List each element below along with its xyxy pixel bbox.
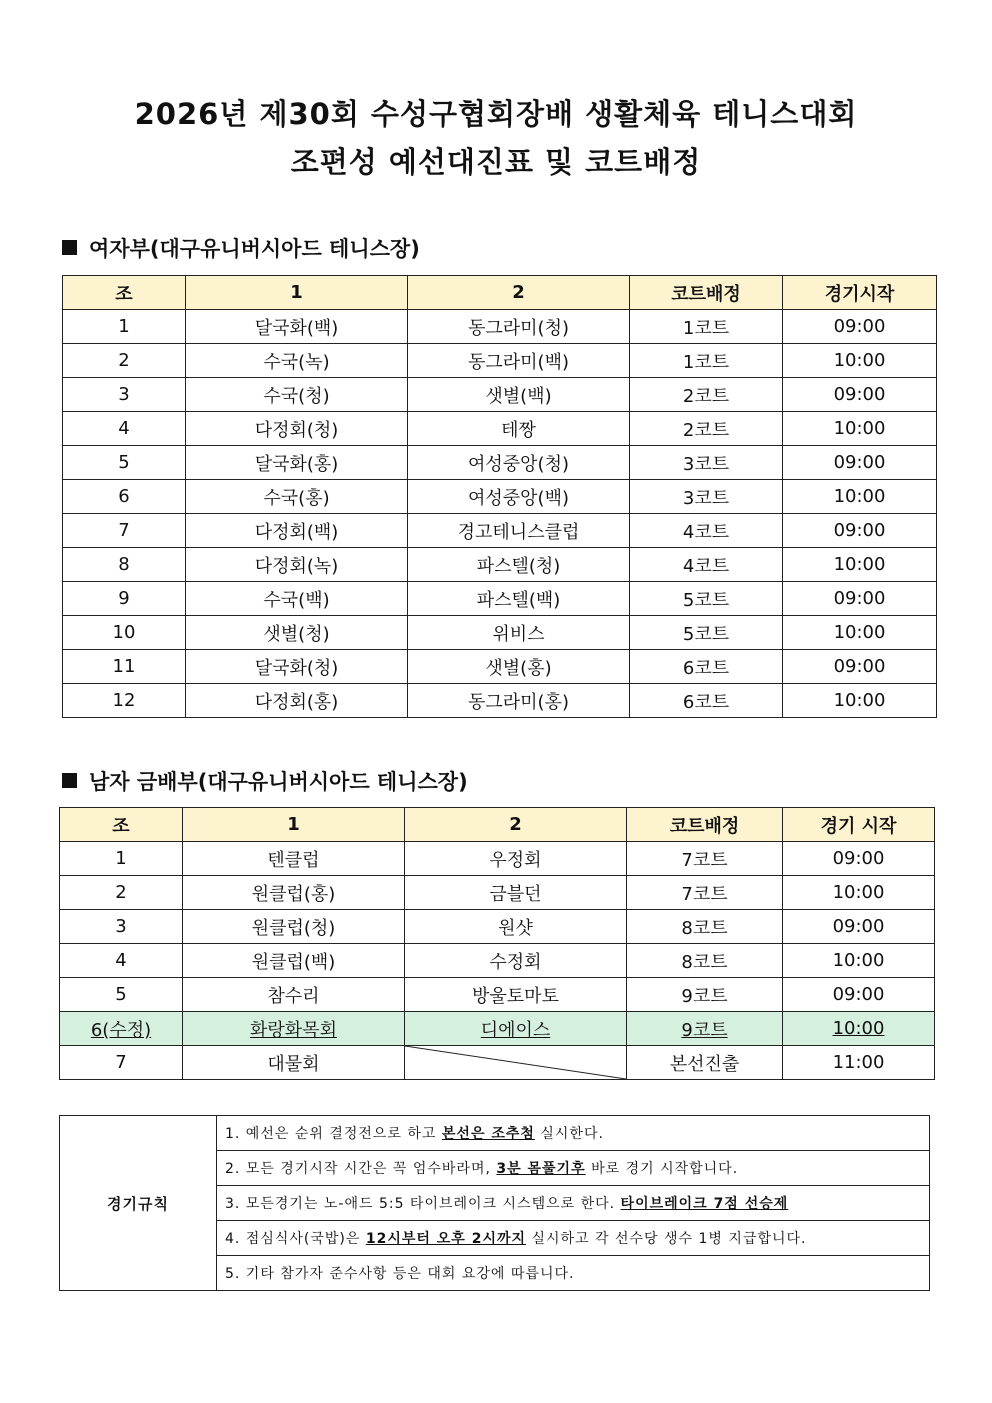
table-row — [60, 876, 935, 910]
group-cell — [63, 650, 186, 684]
team2-cell — [408, 616, 630, 650]
cell-text: 6(수정) — [90, 1019, 152, 1041]
group-cell — [63, 378, 186, 412]
cell-text: 경고테니스클럽 — [457, 521, 580, 543]
cell-text: 6코트 — [682, 657, 730, 679]
cell-text: 파스텔(백) — [476, 589, 561, 611]
team2-cell — [405, 842, 627, 876]
court-cell — [630, 310, 783, 344]
cell-text: 샛별(홍) — [485, 657, 552, 679]
cell-text: 원샷 — [498, 917, 533, 939]
cell-text: 11:00 — [832, 1052, 885, 1073]
cell-text: 동그라미(홍) — [468, 691, 569, 713]
cell-text: 10:00 — [833, 350, 886, 371]
court-cell — [630, 344, 783, 378]
column-header: 코트배정 — [630, 276, 783, 310]
cell-text: 달국화(홍) — [254, 453, 339, 475]
team1-cell — [183, 978, 405, 1012]
group-cell — [60, 978, 183, 1012]
cell-text: 3 — [115, 916, 127, 937]
cell-text: 동그라미(백) — [468, 351, 569, 373]
start-time-cell — [783, 684, 937, 718]
court-cell — [630, 378, 783, 412]
cell-text: 5코트 — [682, 589, 730, 611]
team1-cell — [183, 1012, 405, 1046]
team2-cell — [405, 1012, 627, 1046]
diagonal-line — [405, 1046, 626, 1079]
table-row — [63, 616, 937, 650]
empty-diagonal-cell — [405, 1046, 627, 1080]
square-bullet-icon — [62, 240, 77, 255]
table-row — [63, 310, 937, 344]
team2-cell — [408, 344, 630, 378]
column-header: 조 — [63, 276, 186, 310]
cell-text: 다정회(녹) — [254, 555, 339, 577]
team2-cell — [405, 944, 627, 978]
square-bullet-icon — [62, 773, 77, 788]
column-header: 2 — [405, 808, 627, 842]
group-cell — [60, 842, 183, 876]
start-time-cell — [783, 616, 937, 650]
cell-text: 수국(홍) — [263, 487, 330, 509]
court-cell — [630, 616, 783, 650]
cell-text: 다정회(홍) — [254, 691, 339, 713]
team2-cell — [408, 514, 630, 548]
women-heading-text: 여자부(대구유니버시아드 테니스장) — [89, 237, 420, 261]
start-time-cell — [783, 1046, 935, 1080]
table-row — [63, 514, 937, 548]
cell-text: 대물회 — [267, 1053, 320, 1075]
table-row — [63, 548, 937, 582]
court-cell — [627, 1012, 783, 1046]
rule-emphasis: 타이브레이크 7점 선승제 — [620, 1196, 789, 1212]
table-row — [60, 978, 935, 1012]
cell-text: 09:00 — [833, 656, 886, 677]
start-time-cell — [783, 944, 935, 978]
cell-text: 1코트 — [682, 351, 730, 373]
cell-text: 원클럽(홍) — [251, 883, 336, 905]
cell-text: 5코트 — [682, 623, 730, 645]
group-cell — [63, 480, 186, 514]
court-cell — [627, 842, 783, 876]
cell-text: 다정회(백) — [254, 521, 339, 543]
group-cell — [63, 310, 186, 344]
team1-cell — [186, 548, 408, 582]
team1-cell — [186, 344, 408, 378]
cell-text: 10:00 — [832, 950, 885, 971]
rule-row — [60, 1116, 930, 1151]
cell-text: 2 — [118, 350, 130, 371]
cell-text: 참수리 — [267, 985, 320, 1007]
start-time-cell — [783, 548, 937, 582]
cell-text: 수정회 — [489, 951, 542, 973]
cell-text: 수국(청) — [263, 385, 330, 407]
start-time-cell — [783, 310, 937, 344]
group-cell — [60, 1046, 183, 1080]
start-time-cell — [783, 344, 937, 378]
team1-cell — [186, 412, 408, 446]
table-row — [60, 910, 935, 944]
rule-text: 4. 점심식사(국밥)은 12시부터 오후 2시까지 실시하고 각 선수당 생수 1병 지급합니다. — [217, 1221, 930, 1256]
court-cell — [630, 650, 783, 684]
women-header-row — [63, 276, 937, 310]
men-section-heading — [62, 766, 468, 796]
cell-text: 5 — [118, 452, 130, 473]
cell-text: 12 — [112, 690, 136, 711]
cell-text: 09:00 — [833, 588, 886, 609]
start-time-cell — [783, 876, 935, 910]
cell-text: 샛별(백) — [485, 385, 552, 407]
cell-text: 금블던 — [489, 883, 542, 905]
cell-text: 09:00 — [833, 316, 886, 337]
group-cell — [63, 582, 186, 616]
cell-text: 본선진출 — [669, 1053, 740, 1075]
table-row — [63, 650, 937, 684]
cell-text: 원클럽(청) — [251, 917, 336, 939]
team2-cell — [408, 650, 630, 684]
cell-text: 09:00 — [833, 452, 886, 473]
team1-cell — [186, 514, 408, 548]
team2-cell — [405, 910, 627, 944]
cell-text: 9코트 — [681, 1019, 728, 1041]
cell-text: 다정회(청) — [254, 419, 339, 441]
rules-label: 경기규칙 — [60, 1116, 217, 1291]
cell-text: 방울토마토 — [472, 985, 559, 1007]
court-cell — [630, 548, 783, 582]
table-row — [60, 842, 935, 876]
cell-text: 7코트 — [681, 883, 728, 905]
cell-text: 9 — [118, 588, 130, 609]
group-cell — [63, 684, 186, 718]
team1-cell — [183, 910, 405, 944]
start-time-cell — [783, 650, 937, 684]
men-heading-text: 남자 금배부(대구유니버시아드 테니스장) — [89, 770, 468, 794]
cell-text: 10:00 — [833, 554, 886, 575]
cell-text: 3코트 — [682, 487, 730, 509]
column-header: 경기 시작 — [783, 808, 935, 842]
rule-emphasis: 본선은 조추첨 — [441, 1126, 535, 1142]
rule-text: 1. 예선은 순위 결정전으로 하고 본선은 조추첨 실시한다. — [217, 1116, 930, 1151]
team1-cell — [186, 684, 408, 718]
men-schedule-table — [59, 807, 935, 1080]
court-cell — [627, 876, 783, 910]
rule-text: 5. 기타 참가자 준수사항 등은 대회 요강에 따릅니다. — [217, 1256, 930, 1291]
page-title: 2026년 제30회 수성구협회장배 생활체육 테니스대회 — [134, 97, 858, 131]
cell-text: 수국(백) — [263, 589, 330, 611]
cell-text: 1 — [118, 316, 130, 337]
team2-cell — [408, 446, 630, 480]
table-row — [63, 582, 937, 616]
cell-text: 09:00 — [833, 520, 886, 541]
court-cell — [630, 582, 783, 616]
cell-text: 09:00 — [832, 984, 885, 1005]
court-cell — [627, 944, 783, 978]
team2-cell — [405, 978, 627, 1012]
court-cell — [630, 412, 783, 446]
column-header: 경기시작 — [783, 276, 937, 310]
cell-text: 7 — [118, 520, 130, 541]
cell-text: 샛별(청) — [263, 623, 330, 645]
team2-cell — [408, 548, 630, 582]
cell-text: 4코트 — [682, 555, 730, 577]
table-row — [63, 480, 937, 514]
group-cell — [60, 910, 183, 944]
table-row — [63, 446, 937, 480]
cell-text: 7 — [115, 1052, 127, 1073]
cell-text: 10:00 — [833, 622, 886, 643]
page-subtitle: 조편성 예선대진표 및 코트배정 — [290, 145, 702, 179]
cell-text: 디에이스 — [480, 1019, 551, 1041]
team2-cell — [408, 582, 630, 616]
cell-text: 1코트 — [682, 317, 730, 339]
cell-text: 1 — [115, 848, 127, 869]
group-cell — [63, 616, 186, 650]
group-cell — [60, 1012, 183, 1046]
group-cell — [63, 514, 186, 548]
cell-text: 3코트 — [682, 453, 730, 475]
rule-emphasis: 12시부터 오후 2시까지 — [365, 1231, 527, 1247]
start-time-cell — [783, 480, 937, 514]
court-cell — [627, 978, 783, 1012]
table-row — [63, 412, 937, 446]
start-time-cell — [783, 514, 937, 548]
start-time-cell — [783, 910, 935, 944]
men-header-row — [60, 808, 935, 842]
table-row — [63, 344, 937, 378]
cell-text: 화랑화목회 — [250, 1019, 337, 1041]
cell-text: 4코트 — [682, 521, 730, 543]
cell-text: 9코트 — [681, 985, 728, 1007]
start-time-cell — [783, 412, 937, 446]
team1-cell — [186, 582, 408, 616]
team1-cell — [186, 616, 408, 650]
group-cell — [63, 446, 186, 480]
cell-text: 2코트 — [682, 419, 730, 441]
court-cell — [630, 480, 783, 514]
table-row — [60, 1046, 935, 1080]
team2-cell — [408, 480, 630, 514]
group-cell — [63, 344, 186, 378]
start-time-cell — [783, 582, 937, 616]
team1-cell — [183, 1046, 405, 1080]
cell-text: 6코트 — [682, 691, 730, 713]
team1-cell — [186, 310, 408, 344]
group-cell — [60, 944, 183, 978]
table-row — [63, 684, 937, 718]
team1-cell — [183, 944, 405, 978]
start-time-cell — [783, 446, 937, 480]
cell-text: 11 — [112, 656, 136, 677]
cell-text: 텐클럽 — [267, 849, 320, 871]
cell-text: 10:00 — [832, 882, 885, 903]
team1-cell — [186, 480, 408, 514]
start-time-cell — [783, 978, 935, 1012]
cell-text: 09:00 — [832, 916, 885, 937]
column-header: 1 — [183, 808, 405, 842]
cell-text: 여성중앙(청) — [468, 453, 569, 475]
court-cell — [630, 514, 783, 548]
start-time-cell — [783, 378, 937, 412]
table-row — [63, 378, 937, 412]
group-cell — [63, 412, 186, 446]
cell-text: 3 — [118, 384, 130, 405]
women-section-heading — [62, 233, 420, 263]
table-row — [60, 1012, 935, 1046]
court-cell — [630, 446, 783, 480]
cell-text: 10:00 — [833, 690, 886, 711]
team1-cell — [186, 446, 408, 480]
column-header: 1 — [186, 276, 408, 310]
team1-cell — [183, 842, 405, 876]
rule-text: 2. 모든 경기시작 시간은 꼭 엄수바라며, 3분 몸풀기후 바로 경기 시작합니다. — [217, 1151, 930, 1186]
cell-text: 수국(녹) — [263, 351, 330, 373]
court-cell — [627, 1046, 783, 1080]
cell-text: 8 — [118, 554, 130, 575]
cell-text: 여성중앙(백) — [468, 487, 569, 509]
cell-text: 10:00 — [833, 486, 886, 507]
cell-text: 8코트 — [681, 951, 728, 973]
table-row — [60, 944, 935, 978]
cell-text: 테짱 — [501, 419, 536, 441]
cell-text: 09:00 — [832, 848, 885, 869]
team2-cell — [408, 412, 630, 446]
cell-text: 우정회 — [489, 849, 542, 871]
column-header: 2 — [408, 276, 630, 310]
cell-text: 달국화(백) — [254, 317, 339, 339]
group-cell — [60, 876, 183, 910]
team2-cell — [405, 876, 627, 910]
women-schedule-table — [62, 275, 937, 718]
court-cell — [627, 910, 783, 944]
start-time-cell — [783, 842, 935, 876]
team2-cell — [408, 378, 630, 412]
column-header: 조 — [60, 808, 183, 842]
cell-text: 2코트 — [682, 385, 730, 407]
cell-text: 09:00 — [833, 384, 886, 405]
cell-text: 10:00 — [833, 418, 886, 439]
column-header: 코트배정 — [627, 808, 783, 842]
cell-text: 5 — [115, 984, 127, 1005]
team2-cell — [408, 310, 630, 344]
cell-text: 위비스 — [492, 623, 545, 645]
cell-text: 동그라미(청) — [468, 317, 569, 339]
cell-text: 7코트 — [681, 849, 728, 871]
cell-text: 파스텔(청) — [476, 555, 561, 577]
start-time-cell — [783, 1012, 935, 1046]
court-cell — [630, 684, 783, 718]
cell-text: 6 — [118, 486, 130, 507]
rule-text: 3. 모든경기는 노-애드 5:5 타이브레이크 시스템으로 한다. 타이브레이크 7점 선승제 — [217, 1186, 930, 1221]
team1-cell — [186, 378, 408, 412]
cell-text: 10 — [112, 622, 136, 643]
cell-text: 원클럽(백) — [251, 951, 336, 973]
team2-cell — [408, 684, 630, 718]
cell-text: 10:00 — [832, 1018, 885, 1039]
cell-text: 8코트 — [681, 917, 728, 939]
rule-emphasis: 3분 몸풀기후 — [496, 1161, 586, 1177]
group-cell — [63, 548, 186, 582]
cell-text: 2 — [115, 882, 127, 903]
team1-cell — [183, 876, 405, 910]
team1-cell — [186, 650, 408, 684]
cell-text: 달국화(청) — [254, 657, 339, 679]
cell-text: 4 — [115, 950, 127, 971]
cell-text: 4 — [118, 418, 130, 439]
rules-table — [59, 1115, 930, 1291]
